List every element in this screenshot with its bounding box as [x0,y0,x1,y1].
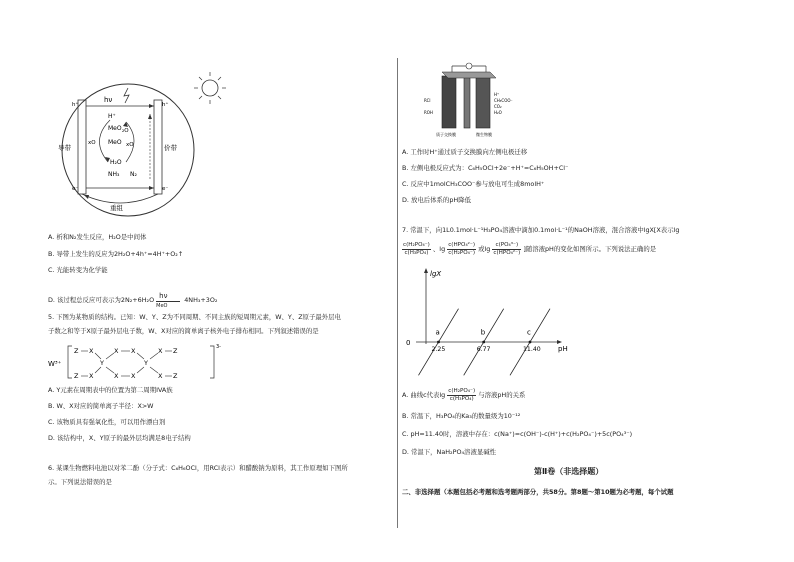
diagram-nh3: NH₃ [108,171,120,178]
q7-mid1: 、lg [432,245,446,253]
q7-frac3-den: c(HPO₄²⁻) [493,249,521,256]
struct-z3: Z [74,372,79,380]
y-axis-arrow [424,268,428,273]
diagram-h-top: h⁺ [72,102,79,108]
q6-stem-line1: 6. 某课生物燃料电池以对苯二酚（分子式：C₆H₆OCl，用RCl表示）和醋酸钠为原料，其工作原理如下图所 [48,464,348,472]
tick-label-2: 11.40 [523,346,541,353]
q7-frac2 [447,242,476,256]
cell-rcl: RCl [424,98,431,103]
q4-option-a: A. 析和N₂发生反应，H₂O是中间体 [48,233,147,241]
struct-x5: X [89,372,94,380]
struct-z1: Z [74,347,79,355]
cell-h: H⁺ [494,92,500,97]
q5-option-c: C. 该物质具有强氧化性，可以用作漂白剂 [48,418,166,426]
q6-option-c: C. 反应中1molCH₃COO⁻参与放电可生成8molH⁺ [402,180,545,188]
tick-label-1: 6.77 [476,346,491,353]
diagram-conduction-band: 导带 [58,144,71,152]
diagram-recombine: 重组 [110,204,123,212]
q7-tail: ]随溶液pH的变化如图所示。下列说法正确的是 [523,245,657,253]
q7-opta-den: c(H₃PO₄) [449,395,474,402]
cell-h2o: H₂O [494,110,502,115]
structure-diagram [46,342,246,382]
q7-opta-frac [447,388,476,402]
struct-x6: X [114,372,119,380]
q4-d-cat: MeO [156,303,168,309]
q7-stem-line1: 7. 常温下，向1L0.1mol·L⁻¹H₃PO₄溶液中滴加0.1mol·L⁻¹的NaOH溶液，混合溶液中lgX[X表示lg [402,226,680,234]
struct-x7: X [131,372,136,380]
diagram-e-left: e⁻ [72,186,79,192]
struct-z4: Z [173,372,178,380]
series-label-a: a [435,328,440,337]
tick-label-0: 2.25 [431,346,446,353]
diagram-meo-2: MeO [108,139,122,146]
q7-opta-prefix: A. 曲线c代表lg [402,391,446,399]
q6-option-b: B. 左侧电极反应式为：C₆H₅OCl+2e⁻+H⁺=C₆H₅OH+Cl⁻ [402,164,569,172]
q7-frac2-num: c(HPO₄²⁻) [448,242,476,248]
photocatalysis-diagram [50,78,240,218]
q6-option-d: D. 放电后体系的pH降低 [402,196,471,204]
q7-frac2-den: c(H₂PO₄⁻) [448,249,476,256]
q7-frac3-num: c(PO₄³⁻) [492,242,521,250]
q4-d-suffix: 4NH₃+3O₂ [184,296,218,304]
sun-icon [194,72,226,104]
q7-option-b: B. 常温下，H₃PO₄的Ka₃的数量级为10⁻¹² [402,412,521,420]
struct-w: W³⁺ [48,360,62,368]
struct-x4: X [158,347,163,355]
x-axis-arrow [557,340,562,344]
diagram-xo-1: ₂O [122,128,129,134]
lgx-ph-chart [404,268,568,360]
diagram-meo-1: MeO [108,125,122,132]
q5-option-b: B. W、X对应的简单离子半径：X>W [48,402,154,410]
cell-micro: 微生物膜 [476,132,492,137]
section-desc: 二、非选择题（本题包括必考题和选考题两部分，共58分。第8题～第10题为必考题，每个试题 [402,488,674,496]
struct-y1: Y [100,359,104,367]
cell-roh: ROH [424,110,433,115]
struct-charge: 3- [216,344,221,350]
diagram-n2: N₂ [130,171,137,178]
section-title: 第Ⅱ卷（非选择题） [534,467,604,476]
series-label-c: c [527,328,531,337]
lightning-icon [124,88,129,103]
q7-option-a [402,388,525,402]
q5-stem-line2: 子数之和等于X原子最外层电子数，W、X对应的简单离子核外电子排布相同。下列叙述错误的是 [48,327,319,335]
diagram-h-mid: H⁺ [108,113,116,120]
q7-opta-num: c(H₂PO₄⁻) [448,388,476,394]
y-axis-label: lgX [430,270,442,278]
q7-stem-line2 [402,242,656,256]
diagram-h-top-right: h⁺ [162,102,169,108]
q7-option-d: D. 常温下，NaH₂PO₄溶液显碱性 [402,448,497,456]
struct-x8: X [158,372,163,380]
q4-d-prefix: D. 该过程总反应可表示为2N₂+6H₂O [48,296,155,304]
q7-opta-suffix: 与溶液pH的关系 [478,391,526,399]
q4-option-d [48,292,218,309]
q5-stem-line1: 5. 下图为某物质的结构。已知：W、Y、Z为不同周期、不同主族的短周期元素，W、Y、Z原子最外层电 [48,313,341,321]
q5-option-d: D. 该结构中，X、Y原子的最外层均满足8电子结构 [48,434,191,442]
struct-x2: X [114,347,119,355]
q6-option-a: A. 工作时H⁺通过质子交换膜向左侧电极迁移 [402,148,528,156]
struct-y2: Y [144,359,148,367]
q7-frac1-num: c(H₂PO₄⁻) [403,242,430,248]
fuel-cell-diagram [420,62,520,142]
q4-option-c: C. 光能转变为化学能 [48,266,108,274]
q6-stem-line2: 示。下列说法错误的是 [48,478,112,486]
diagram-h2o: H₂O [110,159,122,166]
series-label-b: b [480,328,486,337]
q7-frac1 [402,242,431,256]
q5-option-a: A. Y元素在周期表中的位置为第二周期IVA族 [48,386,173,394]
diagram-xo-2: xO [88,140,96,146]
q7-mid2: 或lg [478,245,491,253]
struct-x3: X [131,347,136,355]
cell-membrane: 质子交换膜 [436,132,456,137]
cell-hcoo: CH₃COO⁻ [494,98,513,103]
struct-x1: X [89,347,94,355]
diagram-e-right: e⁻ [162,186,169,192]
column-divider [397,58,398,528]
q7-option-c: C. pH=11.40时，溶液中存在：c(Na⁺)=c(OH⁻)-c(H⁺)+c(H₂PO₄⁻)+5c(PO₄³⁻) [402,430,633,438]
q7-frac3 [492,242,521,256]
origin-label: 0 [406,339,411,347]
diagram-xo-3: xO [126,142,134,148]
q7-frac1-den: c(H₃PO₄) [404,249,429,256]
diagram-hv: hν [104,96,113,104]
cell-co2: CO₂ [494,104,502,109]
q4-option-b: B. 导带上发生的反应为2H₂O+4h⁺=4H⁺+O₂↑ [48,250,184,258]
q4-d-hv: hν [159,292,168,300]
diagram-valence-band: 价带 [164,144,177,152]
x-axis-label: pH [558,345,568,353]
struct-z2: Z [173,347,178,355]
